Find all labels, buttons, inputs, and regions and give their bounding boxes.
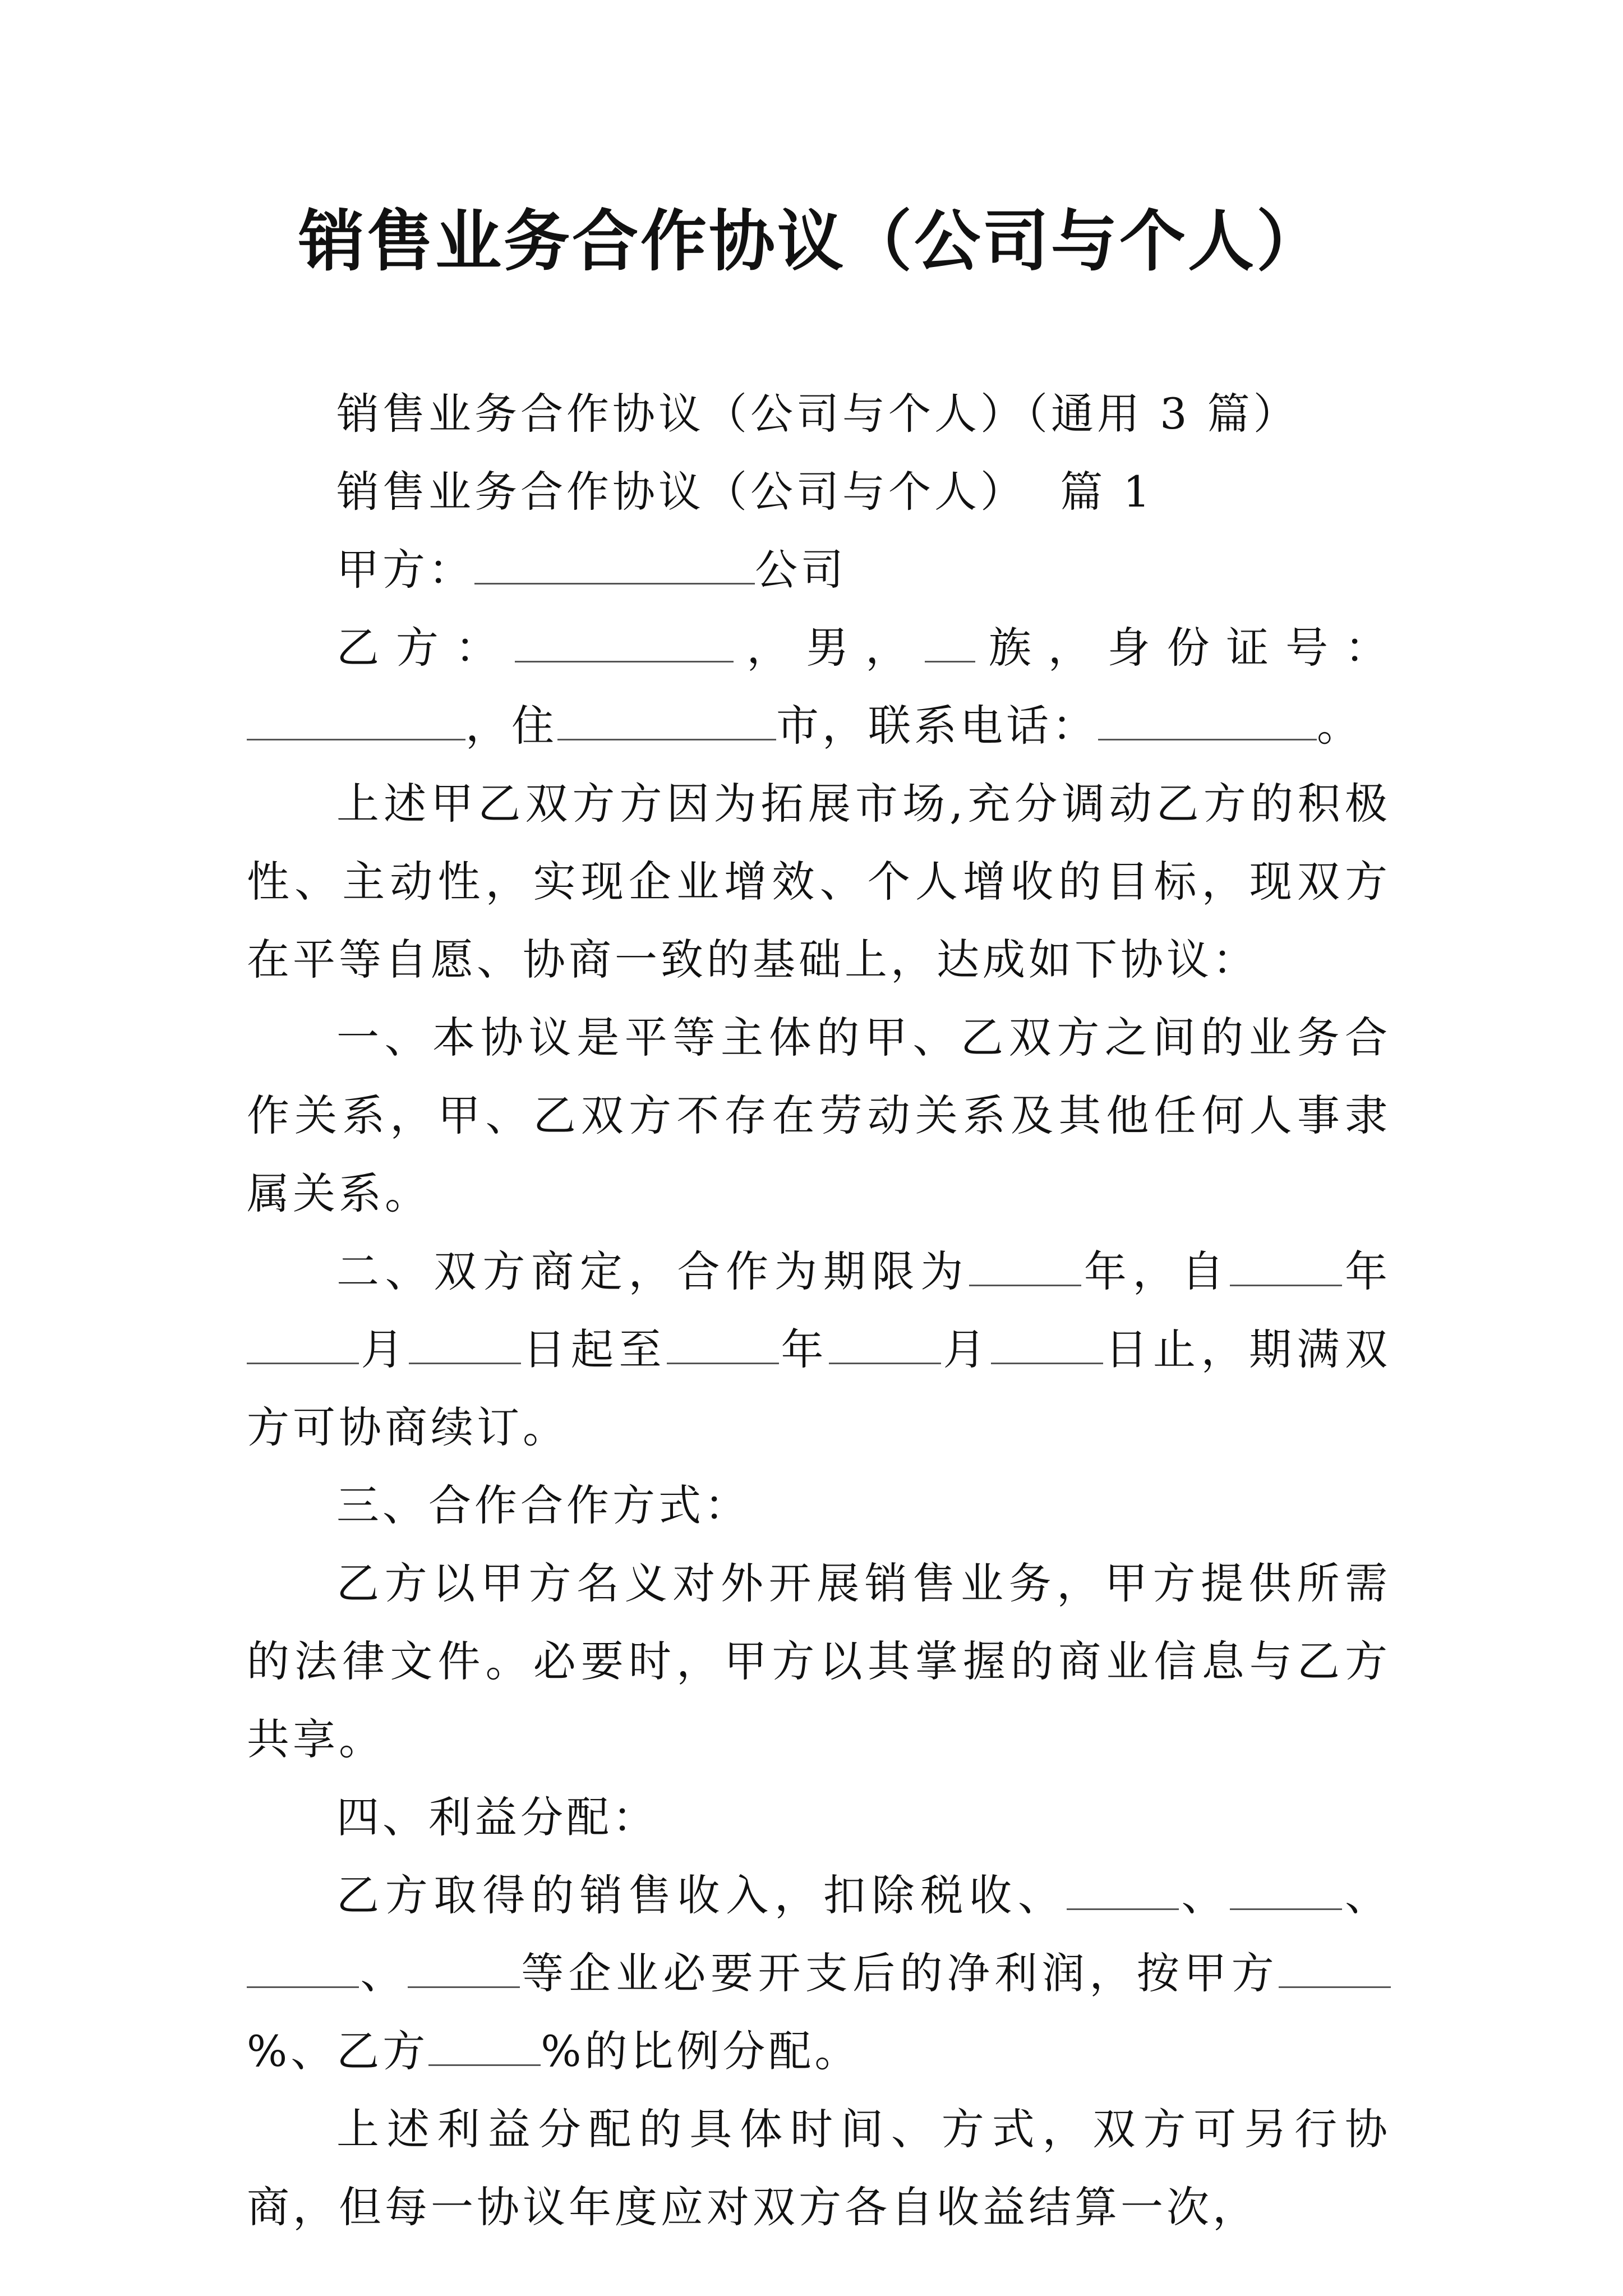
clause-4-sep-3: 、	[359, 1948, 408, 1998]
clause-2-start-month-blank	[247, 1324, 359, 1364]
party-a-label: 甲方：	[336, 545, 474, 595]
party-a-suffix: 公司	[755, 545, 847, 595]
party-b-ethnic-blank	[925, 623, 975, 662]
clause-2-end-month-blank	[829, 1324, 941, 1364]
clause-4-text-b: 等企业必要开支后的净利润，按甲方	[519, 1948, 1279, 1998]
clause-2-text-e: 日起至	[521, 1324, 667, 1374]
clause-2-years-blank	[969, 1246, 1081, 1286]
intro-paragraph: 上述甲乙双方方因为拓展市场,充分调动乙方的积极性、主动性，实现企业增效、个人增收的目标，现双方在平等自愿、协商一致的基础上，达成如下协议：	[247, 779, 1391, 984]
party-b-live: ，住	[465, 701, 557, 751]
document-body	[247, 375, 1391, 2246]
clause-2-text-c: 年	[1342, 1246, 1391, 1296]
clause-4-text-c: %、乙方	[247, 2026, 429, 2076]
party-b-phone-blank	[1098, 701, 1317, 740]
party-b-gender: ，男，	[733, 623, 925, 673]
clause-4-sep-2: 、	[1342, 1870, 1391, 1920]
party-b-name-blank	[515, 623, 734, 662]
clause-4-text-d: %的比例分配。	[541, 2026, 861, 2076]
subtitle-part1	[247, 453, 1391, 531]
clause-4-heading: 四、利益分配：	[336, 1792, 658, 1842]
clause-2-text-f: 年	[779, 1324, 829, 1374]
subtitle-general: 销售业务合作协议（公司与个人）（通用 3 篇）	[336, 389, 1299, 439]
party-a-line	[247, 531, 1391, 609]
clause-1: 一、本协议是平等主体的甲、乙双方之间的业务合作关系，甲、乙双方不存在劳动关系及其他任何人事隶属关系。	[247, 1013, 1391, 1218]
party-b-line	[247, 609, 1391, 687]
party-b-city: 市，联系电话：	[776, 701, 1098, 751]
party-b-city-blank	[557, 701, 776, 740]
clause-3-body: 乙方以甲方名义对外开展销售业务，甲方提供所需的法律文件。必要时，甲方以其掌握的商业信息与乙方共享。	[247, 1558, 1391, 1764]
party-b-line-2	[247, 687, 1391, 765]
clause-4-text-a: 乙方取得的销售收入，扣除税收、	[336, 1870, 1067, 1920]
clause-2-text-h: 日止，期满双方可协商续订。	[247, 1324, 1391, 1452]
subtitle-part1-text: 销售业务合作协议（公司与个人） 篇 1	[336, 467, 1154, 517]
clause-4-party-b-share-blank	[428, 2026, 541, 2066]
clause-2-end-day-blank	[991, 1324, 1103, 1364]
clause-4-deduction-blank-1	[1067, 1870, 1179, 1910]
clause-4-deduction-blank-2	[1230, 1870, 1342, 1910]
clause-2-end-year-blank	[667, 1324, 779, 1364]
party-a-blank	[474, 545, 755, 585]
clause-4-party-a-share-blank	[1279, 1948, 1391, 1988]
clause-2-text-g: 月	[941, 1324, 991, 1374]
clause-2-start-year-blank	[1230, 1246, 1342, 1286]
clause-2-start-day-blank	[409, 1324, 521, 1364]
clause-2-text-b: 年，自	[1081, 1246, 1230, 1296]
clause-4-note: 上述利益分配的具体时间、方式，双方可另行协商，但每一协议年度应对双方各自收益结算一次，	[247, 2104, 1391, 2232]
party-b-ethnic: 族，身份证号：	[975, 623, 1391, 673]
clause-4-sep-1: 、	[1178, 1870, 1230, 1920]
document-title: 销售业务合作协议（公司与个人）	[298, 202, 1325, 280]
party-b-label: 乙方：	[336, 623, 515, 673]
clause-2-text-a: 二、双方商定，合作为期限为	[336, 1246, 970, 1296]
clause-2	[247, 1232, 1391, 1466]
party-b-id-blank	[247, 701, 465, 740]
clause-4-deduction-blank-4	[408, 1948, 520, 1988]
clause-4-body	[247, 1856, 1391, 2090]
clause-4-deduction-blank-3	[247, 1948, 359, 1988]
party-b-end: 。	[1317, 701, 1363, 751]
clause-3-heading: 三、合作合作方式：	[336, 1480, 750, 1530]
clause-2-text-d: 月	[359, 1324, 409, 1374]
